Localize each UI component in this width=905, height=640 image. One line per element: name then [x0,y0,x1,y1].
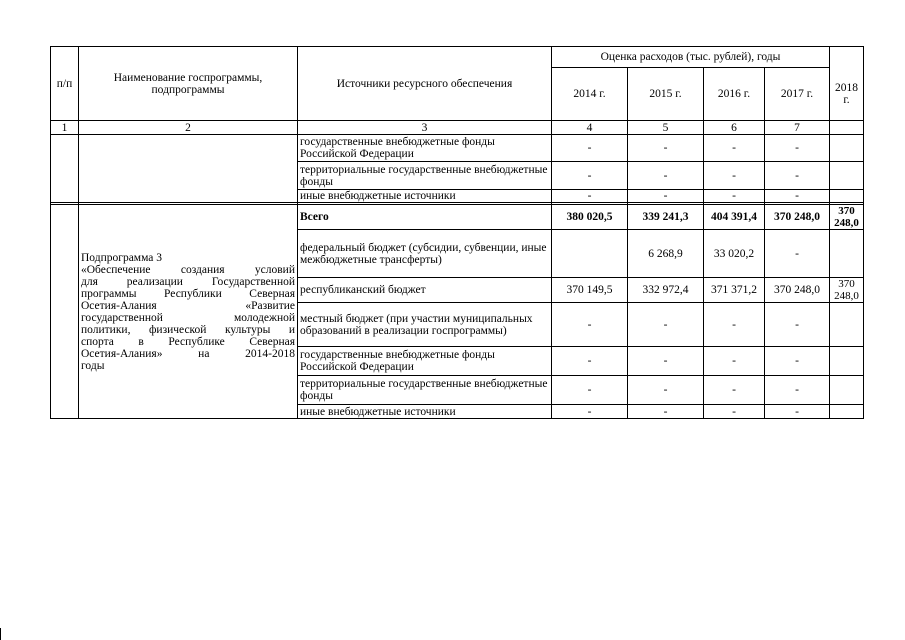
subprogram-title-line: спорта в Республике Северная [81,335,295,348]
value-cell [830,162,864,190]
budget-table [50,46,864,419]
value-cell: - [628,303,704,347]
col-number: 2 [79,121,298,135]
header-year-2017: 2017 г. [765,68,830,121]
table-row [51,205,864,230]
header-sources: Источники ресурсного обеспечения [298,47,552,121]
source-cell: государственные внебюджетные фонды Российской Федерации [298,135,552,162]
value-cell: - [704,405,765,419]
col-number: 5 [628,121,704,135]
source-cell-total: Всего [298,205,552,230]
source-cell: территориальные государственные внебюджетные фонды [298,162,552,190]
source-cell: иные внебюджетные источники [298,190,552,203]
value-cell: - [628,162,704,190]
value-cell: 370 149,5 [552,278,628,303]
value-cell: - [628,190,704,203]
value-cell: - [552,376,628,405]
table-row [51,135,864,162]
value-cell: 332 972,4 [628,278,704,303]
value-cell [830,347,864,376]
col-number: 6 [704,121,765,135]
header-year-2016: 2016 г. [704,68,765,121]
subprogram-title-line: Осетия-Алания «Развитие [81,299,295,312]
value-cell: - [765,347,830,376]
value-cell: - [704,376,765,405]
value-cell: - [628,135,704,162]
value-cell [830,303,864,347]
value-cell: 370 248,0 [830,278,864,303]
value-cell: - [552,190,628,203]
value-cell: - [765,230,830,278]
header-program-name: Наименование госпрограммы, подпрограммы [79,47,298,121]
col-number: 3 [298,121,552,135]
value-cell [830,376,864,405]
source-cell: федеральный бюджет (субсидии, субвенции, иные межбюджетные трансферты) [298,230,552,278]
scan-edge-mark [0,628,1,640]
value-cell: - [704,303,765,347]
source-cell: республиканский бюджет [298,278,552,303]
value-cell: - [704,190,765,203]
value-cell: - [765,376,830,405]
subprogram-title-line: программы Республики Северная [81,287,295,300]
source-cell: иные внебюджетные источники [298,405,552,419]
subprogram-title-line: Осетия-Алания» на 2014-2018 [81,347,295,360]
subprogram-title-line: годы [81,359,105,372]
value-cell: 6 268,9 [628,230,704,278]
value-cell: - [552,405,628,419]
subprogram-title [79,205,298,419]
value-cell: - [704,162,765,190]
value-cell-total: 380 020,5 [552,205,628,230]
value-cell: - [765,162,830,190]
value-cell [830,230,864,278]
value-cell [830,135,864,162]
value-cell: - [628,405,704,419]
value-cell: - [704,347,765,376]
value-cell: - [552,303,628,347]
value-cell: 370 248,0 [765,278,830,303]
value-cell: - [628,376,704,405]
value-cell-total: 404 391,4 [704,205,765,230]
value-cell: - [552,347,628,376]
col-number: 1 [51,121,79,135]
value-cell: - [765,303,830,347]
value-cell-total: 339 241,3 [628,205,704,230]
value-cell: - [552,135,628,162]
value-cell: - [628,347,704,376]
source-cell: местный бюджет (при участии муниципальных образований в реализации госпрограммы) [298,303,552,347]
subprogram-title-line: «Обеспечение создания условий [81,263,295,276]
header-year-2015: 2015 г. [628,68,704,121]
subprogram-number: Подпрограмма 3 [81,251,163,264]
value-cell: - [765,190,830,203]
value-cell [552,230,628,278]
value-cell: - [704,135,765,162]
header-estimate-group: Оценка расходов (тыс. рублей), годы [552,47,830,68]
source-cell: государственные внебюджетные фонды Российской Федерации [298,347,552,376]
header-pp: п/п [51,47,79,121]
col-number: 4 [552,121,628,135]
value-cell [830,190,864,203]
subprogram-title-line: политики, физической культуры и [81,323,295,336]
value-cell-total: 370 248,0 [765,205,830,230]
header-year-2014: 2014 г. [552,68,628,121]
header-year-2018: 2018 г. [830,68,864,121]
value-cell [830,405,864,419]
value-cell: - [765,405,830,419]
col-number: 7 [765,121,830,135]
value-cell: 371 371,2 [704,278,765,303]
subprogram-title-line: для реализации Государственной [81,275,295,288]
value-cell: - [552,162,628,190]
source-cell: территориальные государственные внебюджетные фонды [298,376,552,405]
value-cell-total: 370 248,0 [830,205,864,230]
value-cell: - [765,135,830,162]
subprogram-title-line: государственной молодежной [81,311,295,324]
value-cell: 33 020,2 [704,230,765,278]
